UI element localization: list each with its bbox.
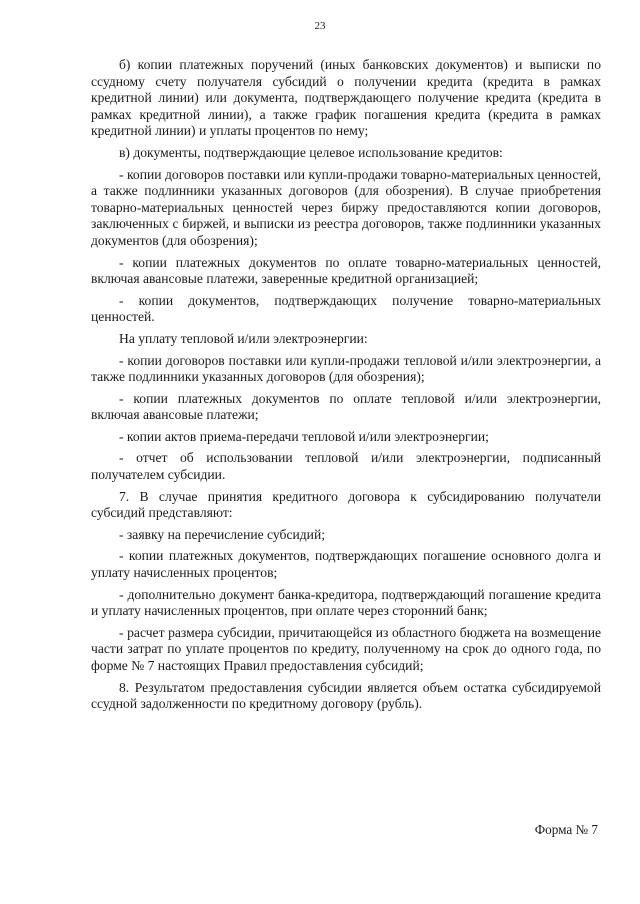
- paragraph-b-payment-copies: б) копии платежных поручений (иных банковских документов) и выписки по ссудному счету получателя субсидий о получении кредита (кредита в рамках кредитной линии) или документа, подтверждающего получение кредита (кредита в рамках кредитной линии), а также график погашения кредита (кредита в рамках кредитной линии) и уплаты процентов по нему;: [91, 57, 601, 139]
- paragraph-receipt-documents: - копии документов, подтверждающих получение товарно-материальных ценностей.: [91, 292, 601, 325]
- paragraph-energy-payments: - копии платежных документов по оплате тепловой и/или электроэнергии, включая авансовые платежи;: [91, 390, 601, 423]
- paragraph-energy-report: - отчет об использовании тепловой и/или электроэнергии, подписанный получателем субсидии.: [91, 450, 601, 483]
- document-body: [91, 57, 601, 713]
- form-label: Форма № 7: [534, 822, 598, 837]
- page-number: 23: [314, 20, 326, 32]
- paragraph-debt-payments: - копии платежных документов, подтверждающих погашение основного долга и уплату начисленных процентов;: [91, 548, 601, 581]
- paragraph-bank-document: - дополнительно документ банка-кредитора, подтверждающий погашение кредита и уплату начисленных процентов, при оплате через сторонний банк;: [91, 586, 601, 619]
- paragraph-energy-heading: На уплату тепловой и/или электроэнергии:: [119, 330, 368, 346]
- paragraph-energy-acts: - копии актов приема-передачи тепловой и/или электроэнергии;: [119, 428, 489, 444]
- paragraph-subsidy-calculation: - расчет размера субсидии, причитающейся из областного бюджета на возмещение части затрат по уплате процентов по кредиту, полученному на срок до одного года, по форме № 7 настоящих Правил предоставления субсидий;: [91, 624, 601, 673]
- paragraph-item-7: 7. В случае принятия кредитного договора к субсидированию получатели субсидий представляют:: [91, 488, 601, 521]
- paragraph-subsidy-request: - заявку на перечисление субсидий;: [119, 526, 325, 542]
- paragraph-energy-contracts: - копии договоров поставки или купли-продажи тепловой и/или электроэнергии, а также подлинники указанных договоров (для обозрения);: [91, 352, 601, 385]
- paragraph-v-target-use: в) документы, подтверждающие целевое использование кредитов:: [119, 144, 503, 160]
- paragraph-payment-documents: - копии платежных документов по оплате товарно-материальных ценностей, включая авансовые платежи, заверенные кредитной организацией;: [91, 254, 601, 287]
- paragraph-supply-contracts: - копии договоров поставки или купли-продажи товарно-материальных ценностей, а также подлинники указанных договоров (для обозрения). В случае приобретения товарно-материальных ценностей через биржу предоставляются копии договоров, заключенных с биржей, и выписки из реестра договоров, также подлинники указанных документов (для обозрения);: [91, 166, 601, 248]
- paragraph-item-8: 8. Результатом предоставления субсидии является объем остатка субсидируемой ссудной задолженности по кредитному договору (рубль).: [91, 679, 601, 712]
